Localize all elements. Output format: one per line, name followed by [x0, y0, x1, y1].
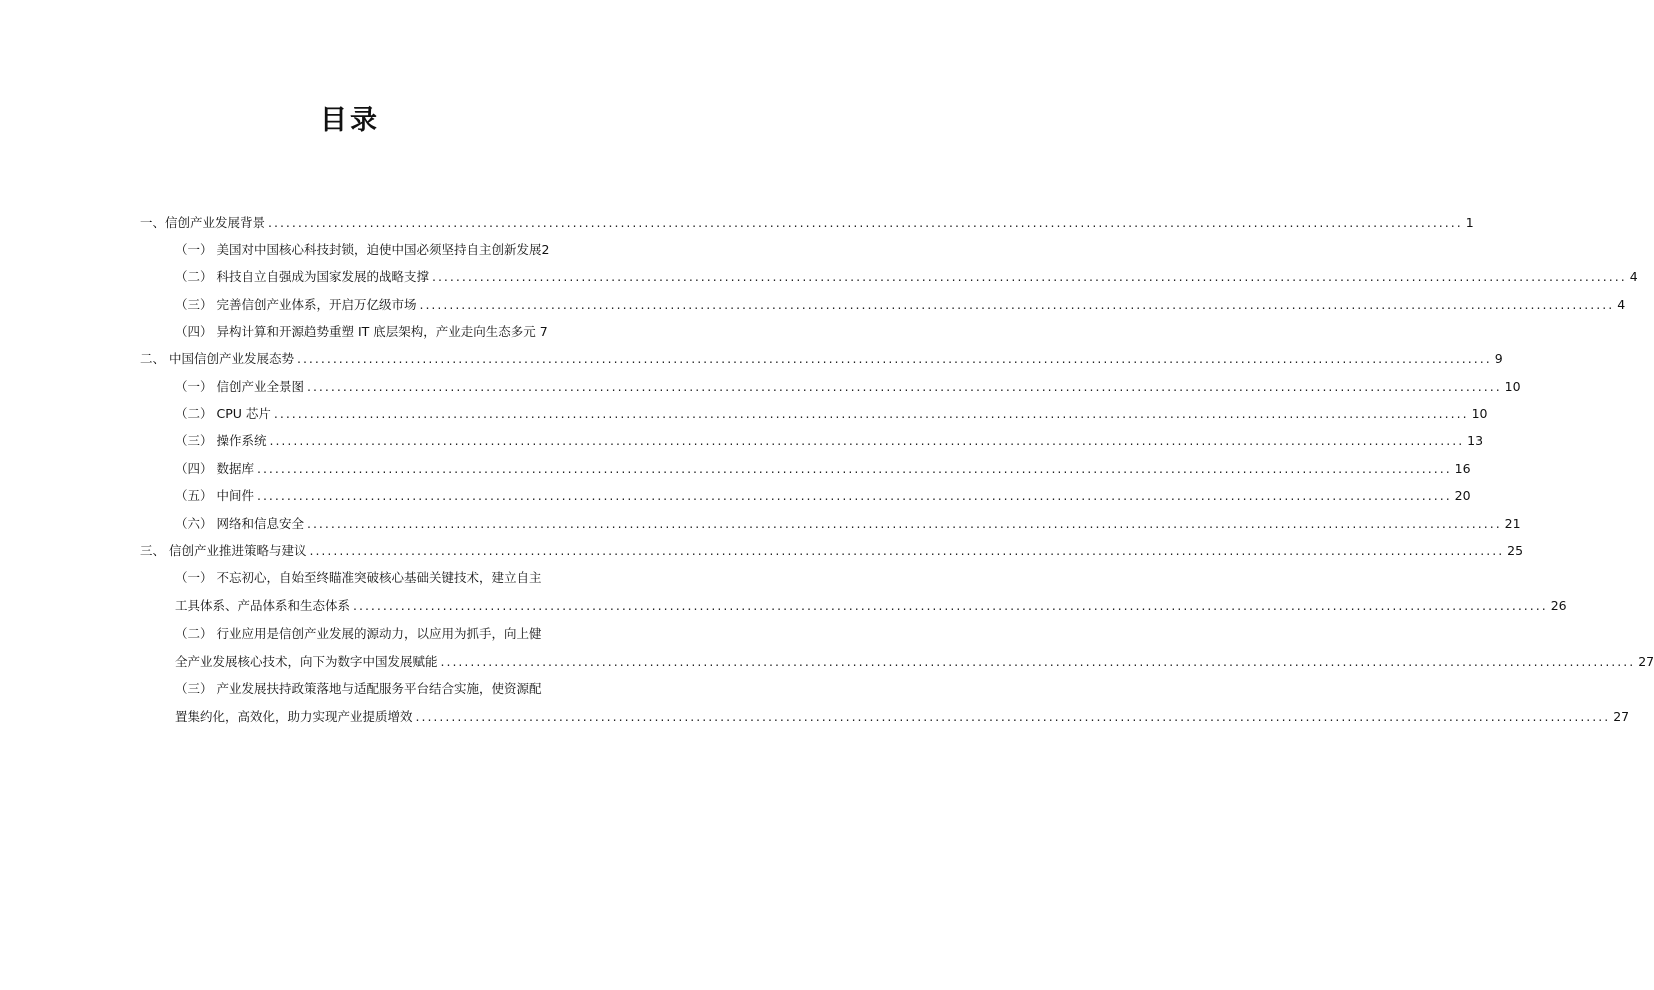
- toc-page-number: 13: [1467, 433, 1484, 448]
- page-title: 目录: [320, 105, 380, 136]
- toc-entry-text: （六） 网络和信息安全: [175, 516, 304, 531]
- toc-page-number: 26: [1550, 598, 1567, 613]
- toc-entry-text: 工具体系、产品体系和生态体系: [175, 598, 351, 613]
- toc-entry-text: 一、信创产业发展背景: [140, 215, 266, 230]
- toc-entry-text: 二、 中国信创产业发展态势: [140, 351, 294, 366]
- toc-entry[interactable]: [175, 484, 1471, 508]
- toc-entry[interactable]: [175, 677, 541, 701]
- dot-leader: ........................................................................................................................................................................................................: [306, 516, 1502, 531]
- toc-entry-text: （二） CPU 芯片: [175, 406, 271, 421]
- toc-entry[interactable]: [175, 293, 1626, 317]
- dot-leader: ........................................................................................................................................................................................................: [306, 379, 1502, 394]
- dot-leader: ........................................................................................................................................................................................................: [256, 488, 1452, 503]
- toc-entry[interactable]: [175, 566, 541, 590]
- toc-entry-text: （三） 操作系统: [175, 433, 267, 448]
- toc-entry-text: 置集约化，高效化，助力实现产业提质增效: [175, 709, 413, 724]
- toc-page-number: 25: [1507, 543, 1524, 558]
- toc-entry[interactable]: [175, 375, 1521, 399]
- dot-leader: ........................................................................................................................................................................................................: [256, 461, 1452, 476]
- dot-leader: ........................................................................................................................................................................................................: [419, 297, 1615, 312]
- toc-entry-text: （四） 数据库: [175, 461, 254, 476]
- dot-leader: ........................................................................................................................................................................................................: [273, 406, 1469, 421]
- toc-entry[interactable]: [140, 539, 1524, 563]
- toc-entry-text: （二） 行业应用是信创产业发展的源动力，以应用为抓手，向上健: [175, 626, 542, 641]
- toc-page-number: 27: [1638, 654, 1654, 669]
- toc-page-number: 21: [1504, 516, 1521, 531]
- toc-page-number: 4: [1629, 269, 1638, 284]
- toc-entry[interactable]: [175, 429, 1484, 453]
- toc-entry-text: （五） 中间件: [175, 488, 254, 503]
- dot-leader: ........................................................................................................................................................................................................: [353, 598, 1548, 613]
- toc-entry[interactable]: [175, 650, 1654, 674]
- toc-page-number: 1: [1465, 215, 1474, 230]
- toc-entry[interactable]: [175, 512, 1521, 536]
- toc-entry[interactable]: [140, 211, 1474, 235]
- dot-leader: ........................................................................................................................................................................................................: [415, 709, 1611, 724]
- dot-leader: ........................................................................................................................................................................................................: [440, 654, 1636, 669]
- toc-entry-text: （三） 完善信创产业体系，开启万亿级市场: [175, 297, 417, 312]
- toc-page-number: 10: [1504, 379, 1521, 394]
- toc-entry-text: 全产业发展核心技术，向下为数字中国发展赋能: [175, 654, 438, 669]
- toc-entry[interactable]: [175, 265, 1638, 289]
- toc-entry[interactable]: [140, 347, 1503, 371]
- toc-entry[interactable]: [175, 320, 548, 344]
- dot-leader: ........................................................................................................................................................................................................: [431, 269, 1627, 284]
- toc-page-number: 10: [1471, 406, 1488, 421]
- dot-leader: ........................................................................................................................................................................................................: [269, 433, 1465, 448]
- dot-leader: ........................................................................................................................................................................................................: [268, 215, 1463, 230]
- toc-entry[interactable]: [175, 457, 1471, 481]
- toc-page-number: 27: [1613, 709, 1630, 724]
- toc-entry[interactable]: [175, 705, 1630, 729]
- toc-entry[interactable]: [175, 402, 1488, 426]
- toc-entry-text: （一） 美国对中国核心科技封锁，迫使中国必须坚持自主创新发展2: [175, 242, 550, 257]
- toc-entry-text: （一） 不忘初心，自始至终瞄准突破核心基础关键技术，建立自主: [175, 570, 542, 585]
- toc-page-number: 16: [1454, 461, 1471, 476]
- toc-entry-text: 三、 信创产业推进策略与建议: [140, 543, 307, 558]
- toc-entry-text: （四） 异构计算和开源趋势重塑 IT 底层架构，产业走向生态多元 7: [175, 324, 548, 339]
- toc-page-number: 9: [1494, 351, 1503, 366]
- toc-entry-text: （二） 科技自立自强成为国家发展的战略支撑: [175, 269, 429, 284]
- toc-page-number: 20: [1454, 488, 1471, 503]
- dot-leader: ........................................................................................................................................................................................................: [296, 351, 1492, 366]
- toc-entry[interactable]: [175, 622, 541, 646]
- toc-entry[interactable]: [175, 238, 549, 262]
- toc-entry[interactable]: [175, 594, 1567, 618]
- toc-page-number: 4: [1617, 297, 1626, 312]
- toc-entry-text: （一） 信创产业全景图: [175, 379, 304, 394]
- toc-entry-text: （三） 产业发展扶持政策落地与适配服务平台结合实施，使资源配: [175, 681, 542, 696]
- dot-leader: ........................................................................................................................................................................................................: [309, 543, 1505, 558]
